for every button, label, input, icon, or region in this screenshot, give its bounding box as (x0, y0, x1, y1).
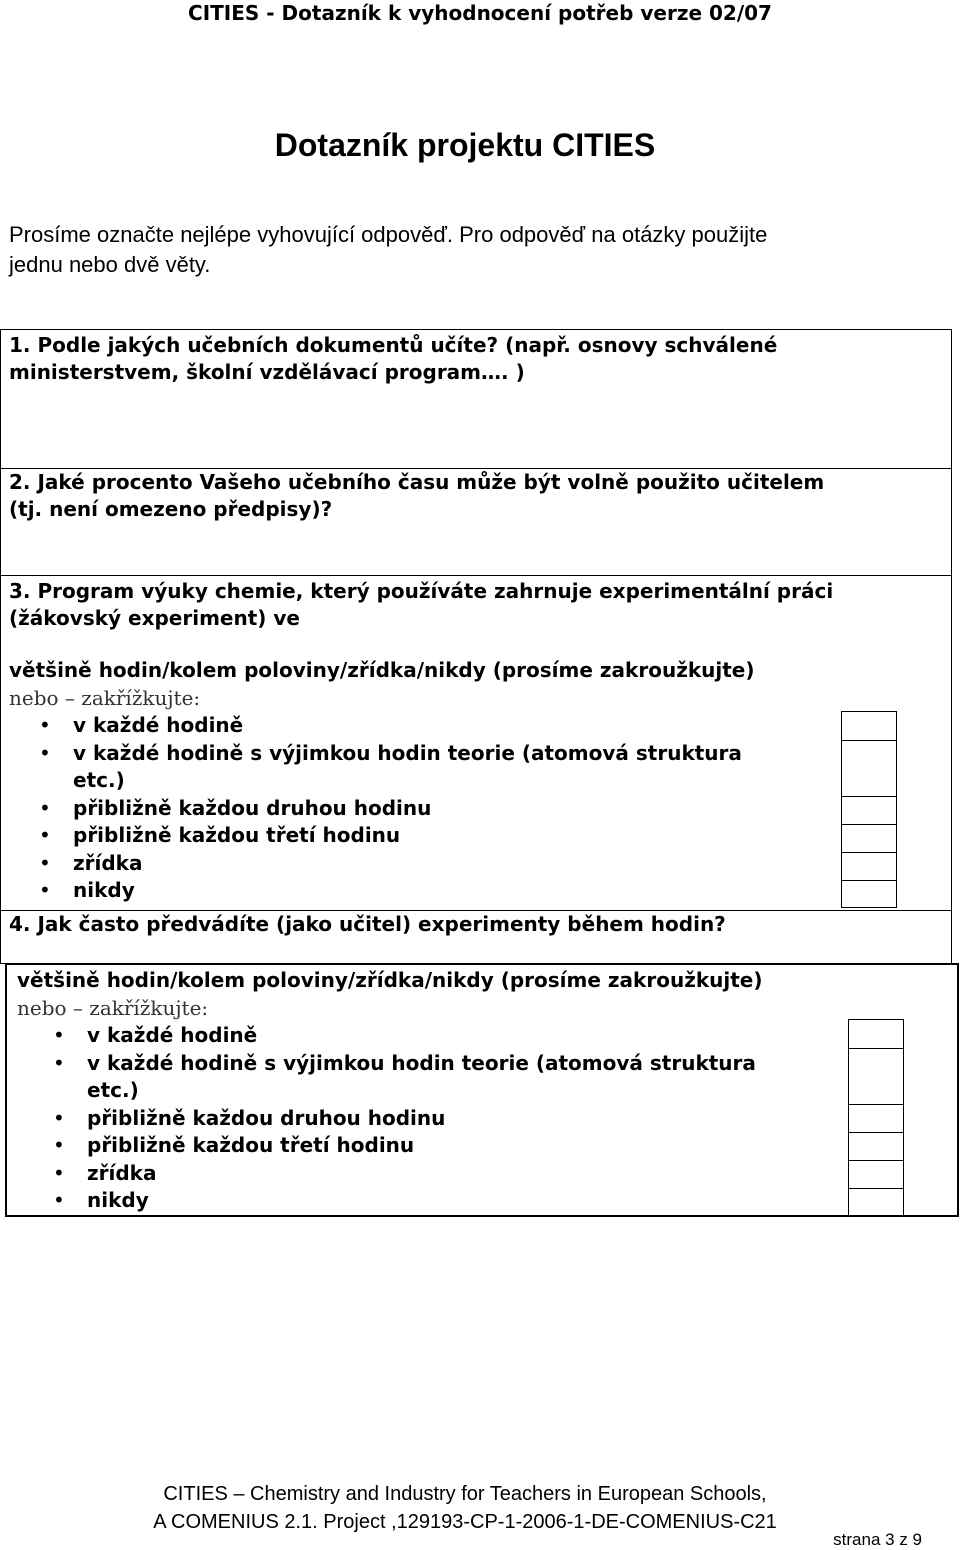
q3-checkbox-4[interactable] (841, 824, 897, 852)
question-2-line-1: 2. Jaké procento Vašeho učebního času může být volně použito učitelem (9, 470, 825, 494)
q3-checkbox-2[interactable] (841, 740, 897, 796)
q4-checkbox-4[interactable] (848, 1132, 904, 1160)
q3-option-4: • přibližně každou třetí hodinu (1, 822, 781, 850)
question-4-scale[interactable]: většině hodin/kolem poloviny/zřídka/nikdy (prosíme zakroužkujte) (17, 968, 763, 992)
page-number: strana 3 z 9 (833, 1530, 922, 1549)
q3-option-1: • v každé hodině (1, 712, 781, 740)
question-3-options (1, 712, 781, 905)
question-4-answer-box (5, 963, 959, 1217)
q3-checkbox-3[interactable] (841, 796, 897, 824)
q3-checkbox-5[interactable] (841, 852, 897, 880)
question-3-line-2: (žákovský experiment) ve (9, 606, 300, 630)
q4-option-1: • v každé hodině (15, 1022, 805, 1050)
question-2-box[interactable] (0, 468, 952, 576)
question-3-scale[interactable]: většině hodin/kolem poloviny/zřídka/nikdy (prosíme zakroužkujte) (9, 658, 755, 682)
question-3-line-1: 3. Program výuky chemie, který používáte zahrnuje experimentální práci (9, 579, 834, 603)
footer-line-1: CITIES – Chemistry and Industry for Teachers in European Schools, (163, 1483, 767, 1505)
q4-checkbox-5[interactable] (848, 1160, 904, 1188)
q3-option-5: • zřídka (1, 850, 781, 878)
question-1-line-1: 1. Podle jakých učebních dokumentů učíte? (např. osnovy schválené (9, 333, 778, 357)
question-4-line: 4. Jak často předvádíte (jako učitel) experimenty během hodin? (9, 912, 726, 936)
q4-checkbox-6[interactable] (848, 1188, 904, 1216)
q4-checkbox-2[interactable] (848, 1048, 904, 1104)
q4-option-5: • zřídka (15, 1160, 805, 1188)
question-1-line-2: ministerstvem, školní vzdělávací program…. ) (9, 360, 525, 384)
q3-checkbox-1[interactable] (841, 711, 897, 740)
document-footer (0, 1480, 930, 1536)
question-4-checkboxes (848, 1019, 904, 1216)
question-3-checkboxes (841, 711, 897, 908)
q4-option-2: • v každé hodině s výjimkou hodin teorie (atomová struktura etc.) (15, 1050, 805, 1105)
q4-option-4: • přibližně každou třetí hodinu (15, 1132, 805, 1160)
intro-line-1: Prosíme označte nejlépe vyhovující odpověď. Pro odpověď na otázky použijte (9, 222, 768, 247)
footer-line-2: A COMENIUS 2.1. Project ,129193-CP-1-2006-1-DE-COMENIUS-C21 (153, 1511, 777, 1533)
question-3-nebo: nebo – zakřížkujte: (9, 686, 201, 710)
intro-text (9, 220, 939, 280)
q3-option-6: • nikdy (1, 877, 781, 905)
q3-checkbox-6[interactable] (841, 880, 897, 908)
question-4-options (7, 1022, 805, 1215)
page-title: Dotazník projektu CITIES (274, 127, 656, 163)
question-4-nebo: nebo – zakřížkujte: (17, 996, 209, 1020)
q4-option-6: • nikdy (15, 1187, 805, 1215)
document-header: CITIES - Dotazník k vyhodnocení potřeb verze 02/07 (188, 1, 772, 25)
q3-option-3: • přibližně každou druhou hodinu (1, 795, 781, 823)
q3-option-2: • v každé hodině s výjimkou hodin teorie (atomová struktura etc.) (1, 740, 781, 795)
intro-line-2: jednu nebo dvě věty. (9, 252, 211, 277)
question-3-box (0, 575, 952, 911)
q4-checkbox-1[interactable] (848, 1019, 904, 1048)
q4-option-3: • přibližně každou druhou hodinu (15, 1105, 805, 1133)
question-2-line-2: (tj. není omezeno předpisy)? (9, 497, 333, 521)
q4-checkbox-3[interactable] (848, 1104, 904, 1132)
question-4-heading-box (0, 910, 952, 964)
question-1-box[interactable] (0, 329, 952, 469)
